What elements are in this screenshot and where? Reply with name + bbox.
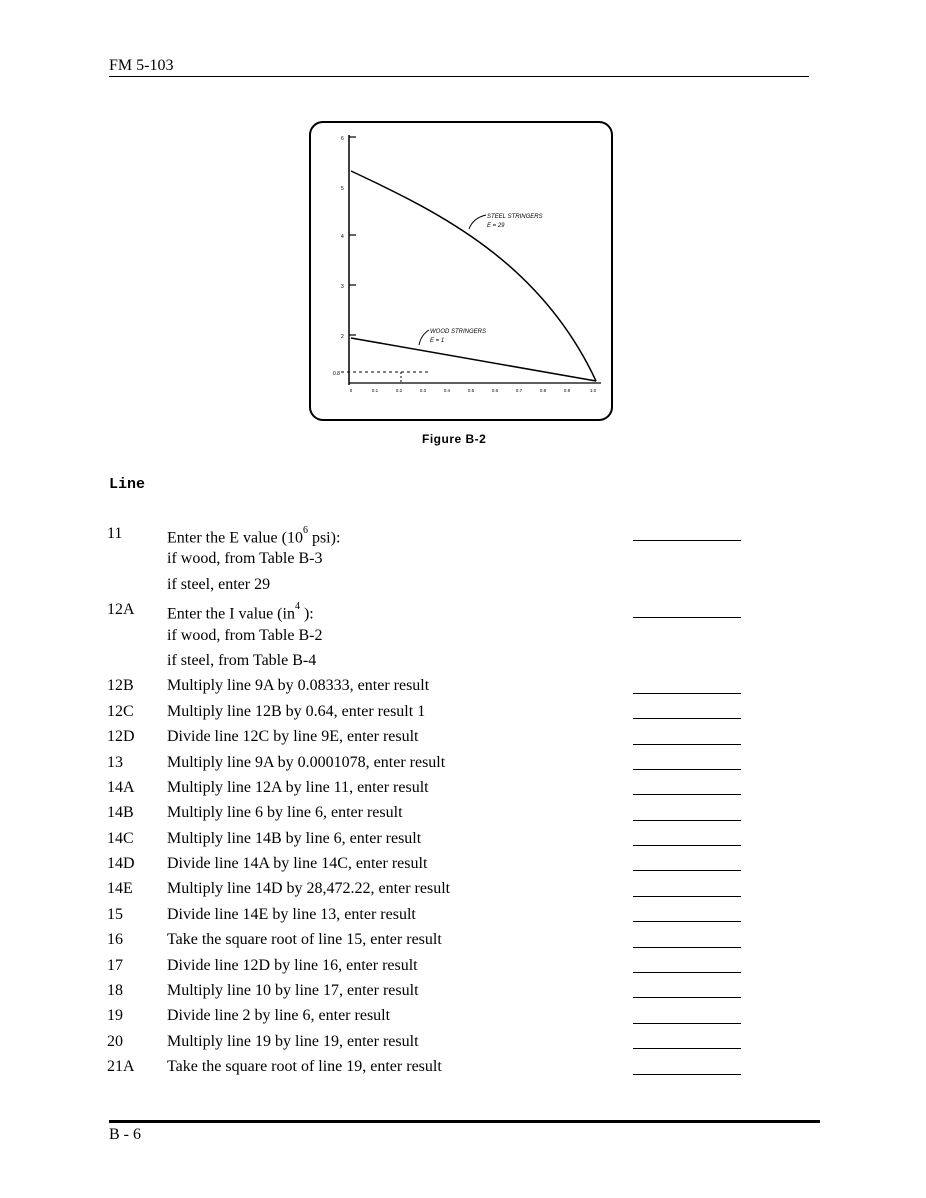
- answer-blank[interactable]: [633, 845, 741, 846]
- instruction-text: Multiply line 9A by 0.08333, enter result: [167, 677, 430, 695]
- instruction-text: Multiply line 12A by line 11, enter result: [167, 778, 429, 796]
- x-tick-label: 0.5: [467, 388, 475, 393]
- x-tick-label: 0: [349, 388, 353, 393]
- instruction-row: [107, 699, 757, 724]
- figure-graph: [311, 123, 611, 419]
- instruction-row: [107, 953, 757, 978]
- header-rule: [109, 76, 809, 77]
- answer-blank[interactable]: [633, 540, 741, 541]
- instruction-text-post: psi):: [307, 529, 341, 547]
- instruction-text: if steel, enter 29: [167, 575, 271, 593]
- instruction-text: Multiply line 19 by line 19, enter result: [167, 1032, 419, 1050]
- instruction-text: Multiply line 14B by line 6, enter result: [167, 829, 422, 847]
- x-tick-label: 0.3: [419, 388, 427, 393]
- line-number: 14A: [107, 778, 135, 796]
- y-tick-label: 0.8: [333, 371, 340, 377]
- line-number: 19: [107, 1007, 123, 1025]
- steel-stringers-label: STEEL STRINGERS: [487, 214, 543, 220]
- line-number: 12B: [107, 677, 134, 695]
- line-number: 14D: [107, 855, 135, 873]
- x-tick-label: 0.8: [539, 388, 547, 393]
- answer-blank[interactable]: [633, 1074, 741, 1075]
- instruction-row: [107, 826, 757, 851]
- line-number: 17: [107, 956, 123, 974]
- instruction-row: [107, 876, 757, 901]
- instruction-text: Multiply line 12B by 0.64, enter result 1: [167, 702, 426, 720]
- answer-blank[interactable]: [633, 693, 741, 694]
- instruction-row: [107, 902, 757, 927]
- line-number: 15: [107, 905, 123, 923]
- line-number: 14B: [107, 804, 134, 822]
- instruction-row: [107, 775, 757, 800]
- instruction-row: [107, 623, 757, 648]
- section-label-line: Line: [109, 476, 146, 493]
- answer-blank[interactable]: [633, 947, 741, 948]
- y-tick-label: 2: [341, 334, 344, 340]
- line-number: 14E: [107, 880, 133, 898]
- line-number: 20: [107, 1032, 123, 1050]
- x-tick-label: 0.6: [491, 388, 499, 393]
- instruction-text: Divide line 12C by line 9E, enter result: [167, 728, 419, 746]
- x-tick-label: 1.0: [589, 388, 597, 393]
- x-tick-label: 0.4: [443, 388, 451, 393]
- instruction-row: [107, 851, 757, 876]
- line-number: 14C: [107, 829, 134, 847]
- answer-blank[interactable]: [633, 921, 741, 922]
- wood-stringers-curve: [351, 338, 596, 381]
- instruction-text: Multiply line 14D by 28,472.22, enter result: [167, 880, 451, 898]
- instruction-row: [107, 724, 757, 749]
- instruction-row: [107, 1054, 757, 1079]
- wood-stringers-label: WOOD STRINGERS: [430, 329, 487, 335]
- y-tick-label: 4: [341, 234, 344, 240]
- answer-blank[interactable]: [633, 1048, 741, 1049]
- line-number: 18: [107, 982, 123, 1000]
- wood-callout-leader: [419, 330, 429, 345]
- steel-callout-leader: [469, 215, 486, 229]
- line-number: 16: [107, 931, 123, 949]
- document-header: FM 5-103: [109, 57, 174, 74]
- exponent: 6: [302, 525, 308, 536]
- instruction-text: Multiply line 6 by line 6, enter result: [167, 804, 403, 822]
- instruction-text: Multiply line 9A by 0.0001078, enter result: [167, 753, 446, 771]
- answer-blank[interactable]: [633, 870, 741, 871]
- instruction-text: Divide line 14E by line 13, enter result: [167, 905, 416, 923]
- page-number: B - 6: [109, 1126, 141, 1143]
- instruction-row: [107, 648, 757, 673]
- answer-blank[interactable]: [633, 896, 741, 897]
- answer-blank[interactable]: [633, 972, 741, 973]
- answer-blank[interactable]: [633, 617, 741, 618]
- steel-e-label: E = 29: [487, 223, 505, 229]
- line-number: 13: [107, 753, 123, 771]
- figure-caption: Figure B-2: [422, 432, 487, 446]
- instruction-text: if wood, from Table B-2: [167, 626, 323, 644]
- instruction-row: [107, 546, 757, 571]
- instruction-text: Take the square root of line 15, enter result: [167, 931, 442, 949]
- y-tick-label: 6: [341, 136, 344, 142]
- instruction-text-post: ):: [299, 605, 314, 623]
- instruction-row: [107, 927, 757, 952]
- instruction-text: Divide line 14A by line 14C, enter result: [167, 855, 428, 873]
- instruction-row: [107, 978, 757, 1003]
- y-tick-label: 5: [341, 186, 344, 192]
- instruction-row: [107, 800, 757, 825]
- wood-e-label: E = 1: [430, 338, 445, 344]
- x-tick-label: 0.9: [563, 388, 571, 393]
- answer-blank[interactable]: [633, 769, 741, 770]
- instruction-text: if steel, from Table B-4: [167, 651, 317, 669]
- answer-blank[interactable]: [633, 820, 741, 821]
- instruction-row: [107, 1003, 757, 1028]
- instruction-row: [107, 597, 757, 622]
- instruction-text-pre: Enter the E value (10: [167, 529, 303, 547]
- line-number: 12C: [107, 702, 134, 720]
- line-number: 11: [107, 525, 123, 542]
- instruction-row: [107, 572, 757, 597]
- instruction-row: [107, 1029, 757, 1054]
- x-tick-label: 0.7: [515, 388, 523, 393]
- exponent: 4: [294, 601, 300, 613]
- answer-blank[interactable]: [633, 1023, 741, 1024]
- instruction-row: [107, 750, 757, 775]
- line-number: 12D: [107, 728, 135, 746]
- footer-rule: [109, 1120, 820, 1123]
- instruction-row: [107, 673, 757, 698]
- line-number: 12A: [107, 601, 135, 619]
- instruction-row: [107, 521, 757, 546]
- figure-b-2: [309, 121, 613, 421]
- instruction-text: Take the square root of line 19, enter result: [167, 1058, 442, 1076]
- answer-blank[interactable]: [633, 794, 741, 795]
- instruction-text: Divide line 2 by line 6, enter result: [167, 1007, 391, 1025]
- answer-blank[interactable]: [633, 997, 741, 998]
- instruction-text: if wood, from Table B-3: [167, 550, 323, 568]
- answer-blank[interactable]: [633, 744, 741, 745]
- instruction-list: [107, 521, 757, 1080]
- line-number: 21A: [107, 1058, 135, 1076]
- y-tick-label: 3: [341, 284, 344, 290]
- steel-stringers-curve: [351, 171, 596, 381]
- x-tick-label: 0.2: [395, 388, 403, 393]
- instruction-text-pre: Enter the I value (in: [167, 605, 295, 623]
- answer-blank[interactable]: [633, 718, 741, 719]
- instruction-text: Multiply line 10 by line 17, enter result: [167, 982, 419, 1000]
- instruction-text: Divide line 12D by line 16, enter result: [167, 956, 418, 974]
- x-tick-label: 0.1: [371, 388, 379, 393]
